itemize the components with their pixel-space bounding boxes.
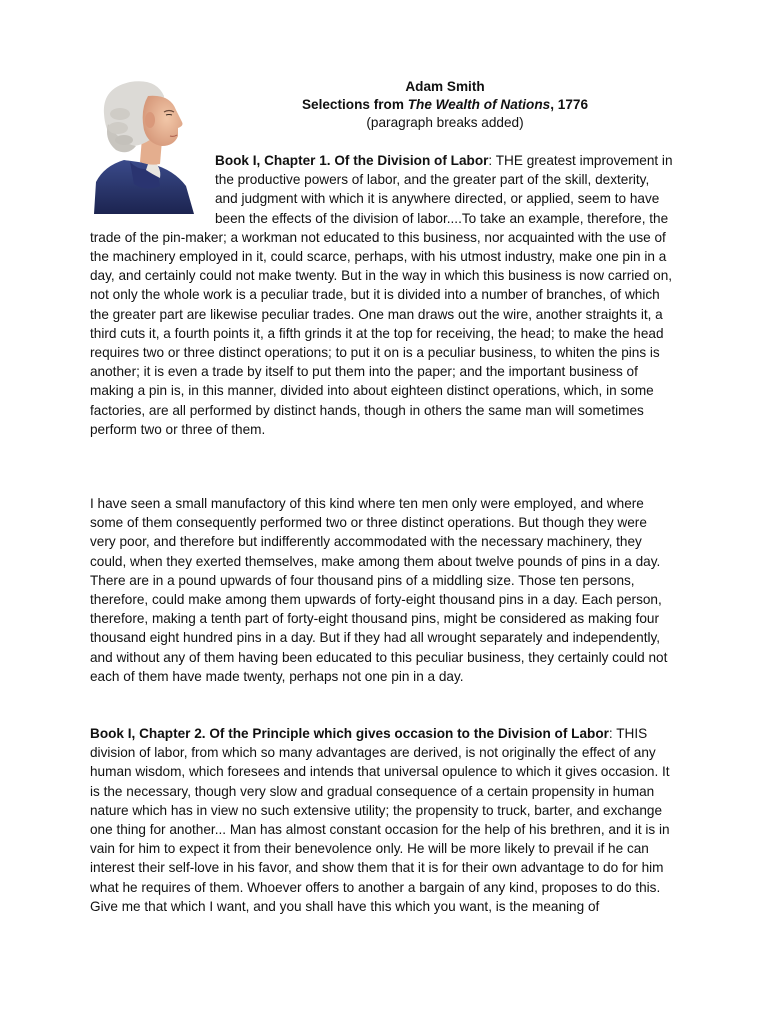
paragraph-1-body: : THE greatest improvement in the productive powers of labor, and the greater part of the skill, dexterity, and judgment with which it is anywhere directed, or applied, seem to have been the effects of the division of labor....To take an example, therefore, the trade of the pin-maker; a workman not educated to this business, nor acquainted with the use of the machinery employed in it, could scarce, perhaps, with his utmost industry, make one pin in a day, and certainly could not make twenty. But in the way in which this business is now carried on, not only the whole work is a peculiar trade, but it is divided into a number of branches, of which the greater part are likewise peculiar trades. One man draws out the wire, another straights it, a third cuts it, a fourth points it, a fifth grinds it at the top for receiving, the head; to make the head requires two or three distinct operations; to put it on is a peculiar business, to whiten the pins is another; it is even a trade by itself to put them into the paper; and the important business of making a pin is, in this manner, divided into about eighteen distinct operations, which, in some factories, are all performed by distinct hands, though in others the same man will sometimes perform two or three of them. xyxy=(90,153,673,437)
paragraph-1 xyxy=(90,151,675,439)
paragraph-3-body: : THIS division of labor, from which so many advantages are derived, is not originally the effect of any human wisdom, which foresees and intends that universal opulence to which it gives occasion. It is the necessary, though very slow and gradual consequence of a certain propensity in human nature which has in view no such extensive utility; the propensity to truck, barter, and exchange one thing for another... Man has almost constant occasion for the help of his brethren, and it is in vain for him to expect it from their benevolence only. He will be more likely to prevail if he can interest their self-love in his favor, and show them that it is for their own advantage to do for him what he requires of them. Whoever offers to another a bargain of any kind, proposes to do this. Give me that which I want, and you shall have this which you want, is the meaning of xyxy=(90,726,670,914)
document-header xyxy=(200,78,690,132)
chapter-2-heading: Book I, Chapter 2. Of the Principle which gives occasion to the Division of Labor xyxy=(90,726,609,741)
editorial-note: (paragraph breaks added) xyxy=(366,115,524,130)
paragraph-3 xyxy=(90,724,675,916)
paragraph-2 xyxy=(90,494,675,686)
subtitle-year: , 1776 xyxy=(550,97,589,112)
document-subtitle xyxy=(200,96,690,114)
subtitle-prefix: Selections from xyxy=(301,97,408,112)
book-title: The Wealth of Nations xyxy=(407,97,551,112)
author-name: Adam Smith xyxy=(405,79,485,94)
paragraph-2-body: I have seen a small manufactory of this kind where ten men only were employed, and where some of them consequently performed two or three distinct operations. But though they were very poor, and therefore but indifferently accommodated with the necessary machinery, they could, when they exerted themselves, make among them about twelve pounds of pins in a day. There are in a pound upwards of four thousand pins of a middling size. Those ten persons, therefore, could make among them upwards of forty-eight thousand pins in a day. Each person, therefore, making a tenth part of forty-eight thousand pins, might be considered as making four thousand eight hundred pins in a day. But if they had all wrought separately and independently, and without any of them having been educated to this peculiar business, they certainly could not each of them have made twenty, perhaps not one pin in a day. xyxy=(90,496,668,684)
chapter-1-heading: Book I, Chapter 1. Of the Division of Labor xyxy=(215,153,489,168)
